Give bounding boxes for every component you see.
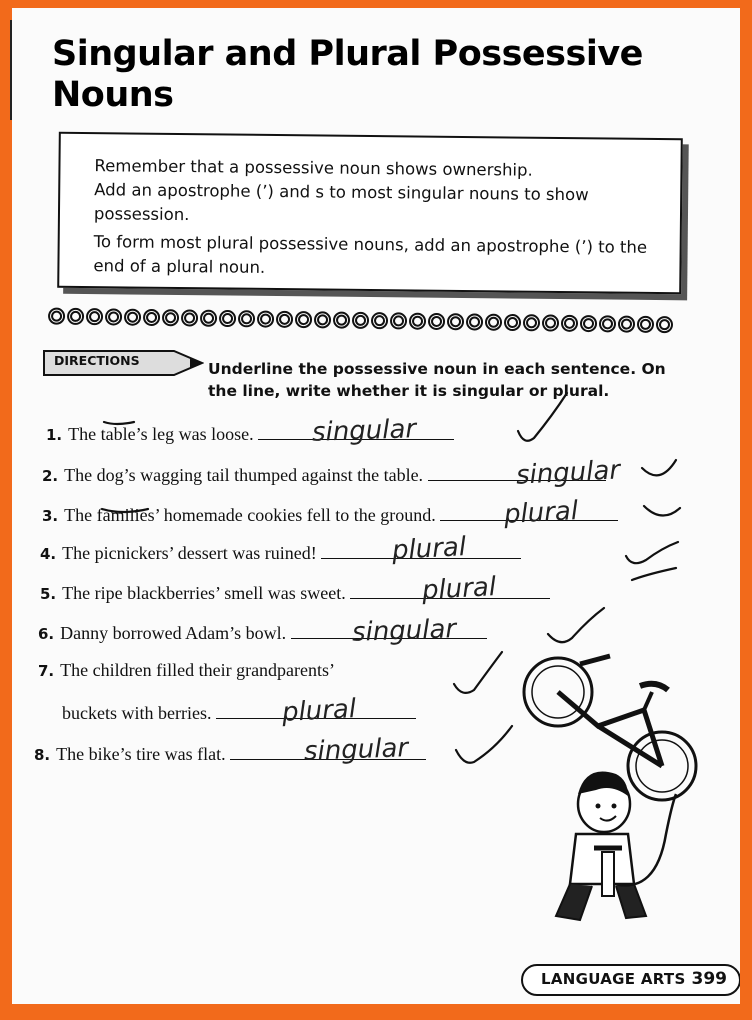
answer-6: singular (351, 614, 457, 648)
item-7-text: The children filled their grandparents’ (60, 660, 336, 680)
item-7: 7. The children filled their grandparents’ (38, 660, 336, 680)
item-4-text: The picnickers’ dessert was ruined! (62, 543, 317, 563)
item-3: 3. The families’ homemade cookies fell to the ground. (42, 502, 618, 526)
answer-3: plural (503, 496, 579, 530)
page-number: 399 (691, 969, 727, 989)
answer-4: plural (391, 532, 467, 566)
page-title: Singular and Plural Possessive Nouns (52, 34, 643, 115)
rule-line-3: possession. (93, 204, 190, 225)
rule-line-4: To form most plural possessive nouns, add an apostrophe (’) to the (93, 232, 648, 257)
item-1: 1. The table’s leg was loose. (46, 421, 454, 445)
item-3-text: The families’ homemade cookies fell to the ground. (64, 505, 436, 525)
rule-line-1: Remember that a possessive noun shows ownership. (94, 156, 533, 180)
answer-1: singular (311, 414, 417, 448)
subject-label: LANGUAGE ARTS (541, 970, 686, 988)
item-2-text: The dog’s wagging tail thumped against the table. (64, 465, 424, 485)
directions-text: Underline the possessive noun in each sentence. On the line, write whether it is singular or plural. (208, 360, 666, 400)
item-8: 8. The bike’s tire was flat. (34, 741, 426, 765)
worksheet-page (12, 8, 740, 1004)
boy-bicycle-illustration (516, 634, 696, 926)
item-8-text: The bike’s tire was flat. (56, 744, 226, 764)
answer-2: singular (515, 455, 621, 491)
answer-7: plural (281, 694, 357, 728)
item-4: 4. The picnickers’ dessert was ruined! (40, 540, 521, 564)
item-1-text: The table’s leg was loose. (68, 424, 254, 444)
answer-8: singular (303, 733, 409, 767)
underline-annotation (104, 422, 134, 424)
binding-edge (0, 0, 12, 1020)
item-2: 2. The dog’s wagging tail thumped against the table. (42, 462, 606, 486)
item-6: 6. Danny borrowed Adam’s bowl. (38, 620, 487, 644)
answer-5: plural (421, 572, 497, 606)
page-footer (521, 964, 740, 996)
item-5: 5. The ripe blackberries’ smell was sweet. (40, 580, 550, 604)
item-5-text: The ripe blackberries’ smell was sweet. (62, 583, 346, 603)
item-7-text-2: buckets with berries. (62, 703, 212, 723)
rule-line-2: Add an apostrophe (’) and s to most singular nouns to show (94, 180, 589, 205)
item-6-text: Danny borrowed Adam’s bowl. (60, 623, 287, 643)
directions-label: DIRECTIONS (54, 353, 140, 368)
rule-line-5: end of a plural noun. (93, 256, 266, 277)
